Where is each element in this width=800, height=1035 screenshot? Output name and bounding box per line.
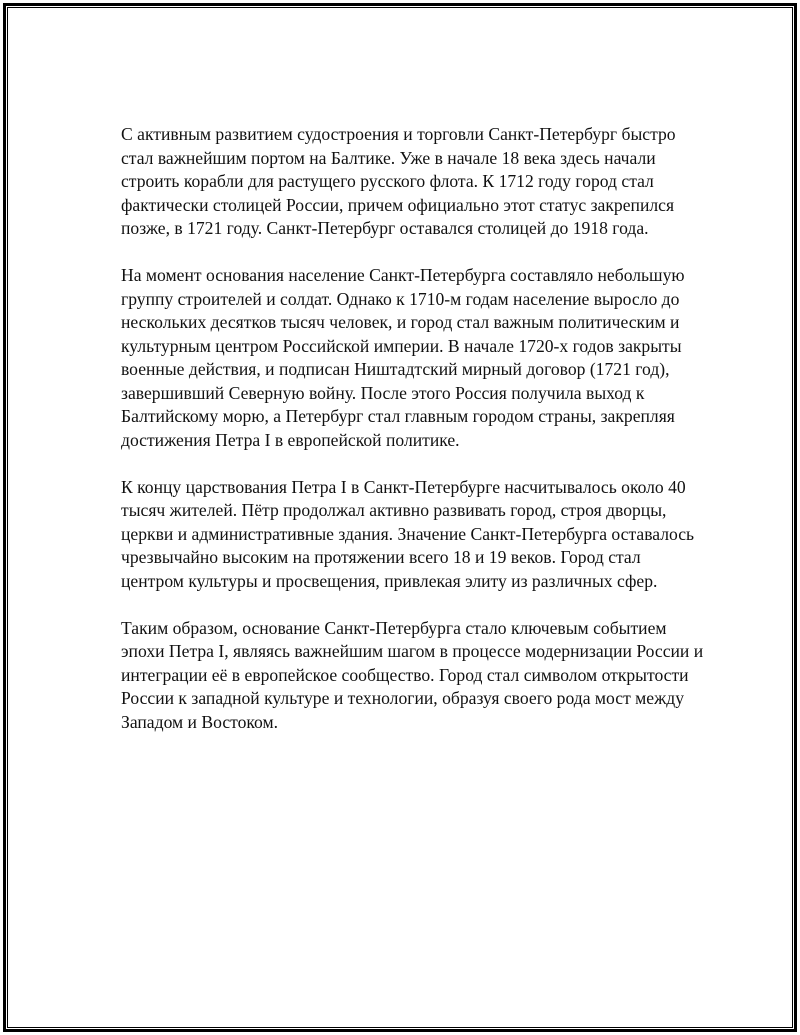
document-body [121, 123, 706, 758]
document-page [3, 3, 797, 1032]
paragraph-3: К концу царствования Петра I в Санкт-Петербурге насчитывалось около 40 тысяч жителей. Пётр продолжал активно развивать город, строя дворцы, церкви и административные здания. Значение Санкт-Петербурга оставалось чрезвычайно высоким на протяжении всего 18 и 19 веков. Город стал центром культуры и просвещения, привлекая элиту из различных сфер. [121, 476, 695, 591]
paragraph-2: На момент основания население Санкт-Петербурга составляло небольшую группу строителей и солдат. Однако к 1710-м годам население выросло до нескольких десятков тысяч человек, и город стал важным политическим и культурным центром Российской империи. В начале 1720-х годов закрыты военные действия, и подписан Ништадтский мирный договор (1721 год), завершивший Северную войну. После этого Россия получила выход к Балтийскому морю, а Петербург стал главным городом страны, закрепляя достижения Петра I в европейской политике. [121, 265, 685, 450]
paragraph-1: С активным развитием судостроения и торговли Санкт-Петербург быстро стал важнейшим портом на Балтике. Уже в начале 18 века здесь начали строить корабли для растущего русского флота. К 1712 году город стал фактически столицей России, причем официально этот статус закрепился позже, в 1721 году. Санкт-Петербург оставался столицей до 1918 года. [121, 124, 676, 238]
paragraph-4: Таким образом, основание Санкт-Петербурга стало ключевым событием эпохи Петра I, являясь важнейшим шагом в процессе модернизации России и интеграции её в европейское сообщество. Город стал символом открытости России к западной культуре и технологии, образуя своего рода мост между Западом и Востоком. [121, 617, 704, 732]
